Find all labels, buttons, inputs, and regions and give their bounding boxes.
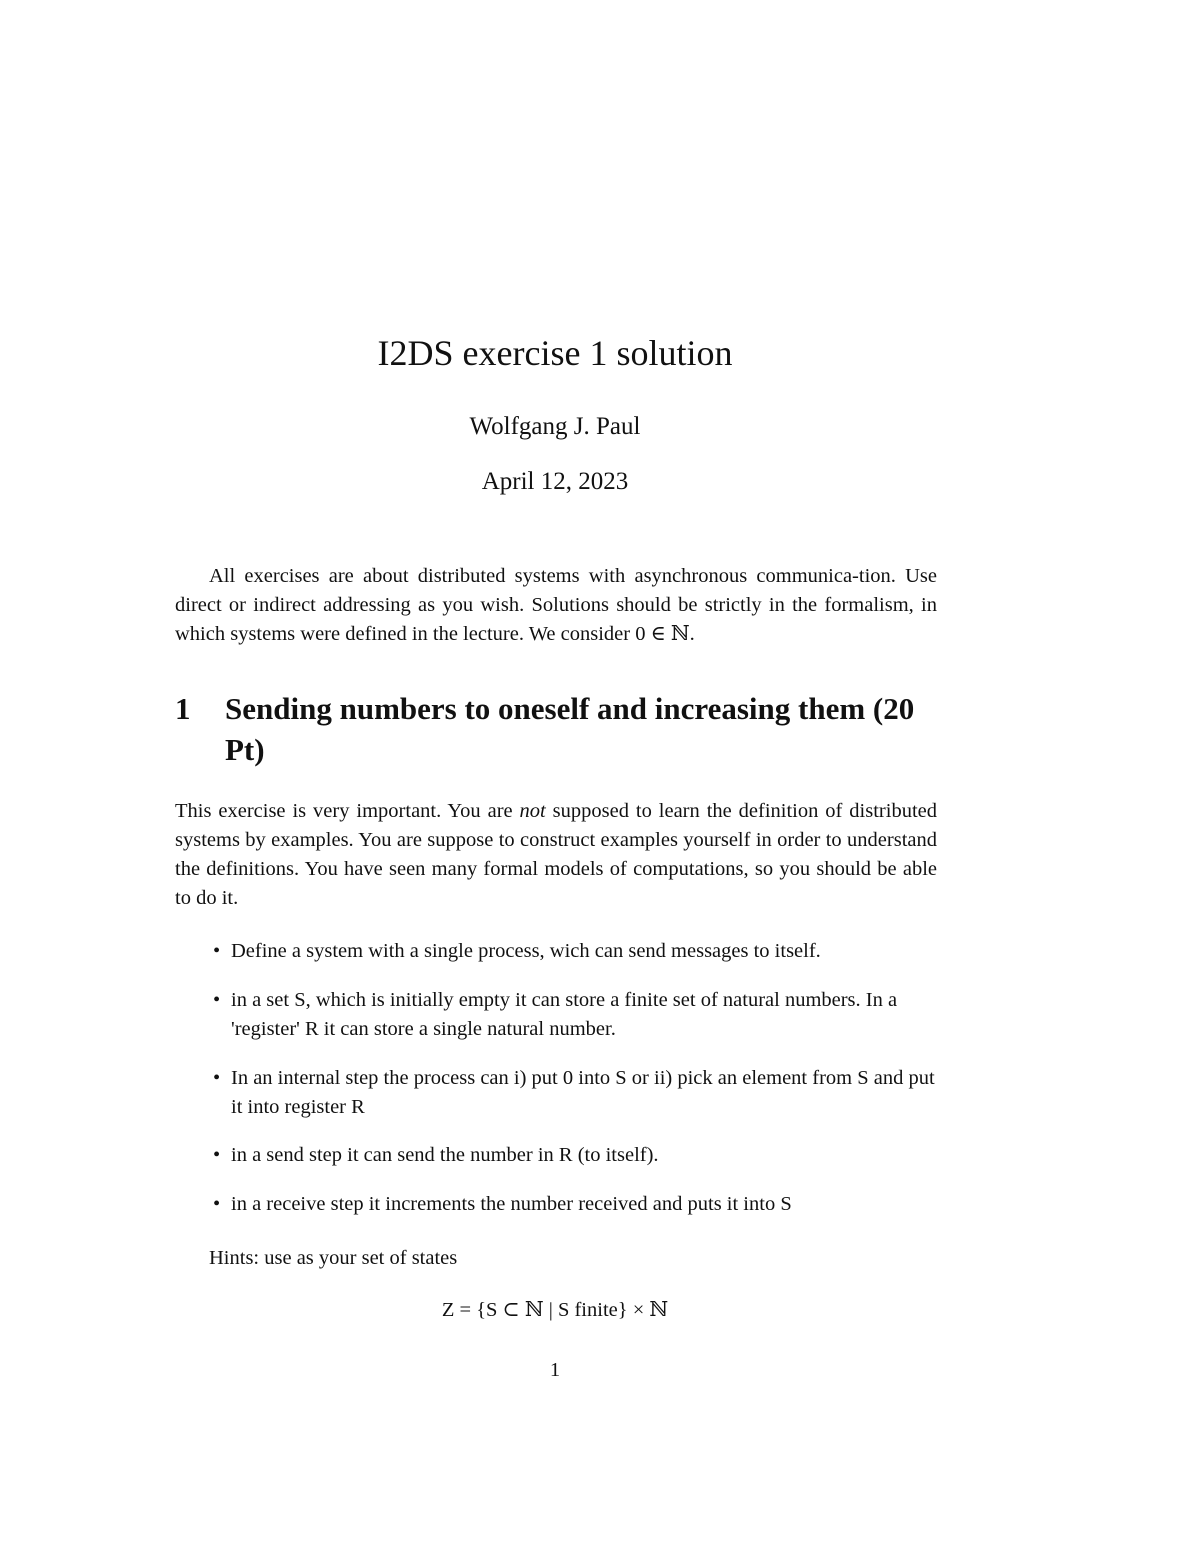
state-set-formula: Z = {S ⊂ ℕ | S finite} × ℕ [441, 1299, 669, 1321]
bullet-icon: • [213, 940, 221, 962]
list-item-text: in a set S, which is initially empty it can store a finite set of natural numbers. In a 'register' R it can store a single natural number. [231, 989, 898, 1040]
section-number: 1 [175, 691, 191, 726]
document-date: April 12, 2023 [481, 468, 629, 495]
hints-text: Hints: use as your set of states [209, 1247, 458, 1269]
paragraph-text-end: supposed to learn the definition of distributed systems by examples. You are suppose to construct examples yourself in order to understand the definitions. You have seen many formal models of computations, so you should be able to do it. [175, 800, 937, 909]
list-item-text: Define a system with a single process, wich can send messages to itself. [231, 940, 821, 962]
intro-paragraph: All exercises are about distributed systems with asynchronous communica-tion. Use direct or indirect addressing as you wish. Solutions should be strictly in the formalism, in which systems were defined in the lecture. We consider 0 ∈ ℕ. [175, 565, 937, 645]
bullet-icon: • [213, 1144, 221, 1166]
paragraph-text-start: This exercise is very important. You are [175, 800, 520, 822]
author-name: Wolfgang J. Paul [469, 413, 641, 440]
section-title: Sending numbers to oneself and increasing them (20 Pt) [225, 691, 915, 767]
bullet-icon: • [213, 1067, 221, 1089]
bullet-icon: • [213, 989, 221, 1011]
list-item-text: in a send step it can send the number in R (to itself). [231, 1144, 659, 1166]
list-item-text: in a receive step it increments the number received and puts it into S [231, 1193, 792, 1215]
list-item-text: In an internal step the process can i) put 0 into S or ii) pick an element from S and put it into register R [231, 1067, 935, 1118]
page-number: 1 [549, 1359, 561, 1381]
emphasis-text: not [519, 800, 546, 822]
section-body-paragraph [175, 797, 937, 913]
document-title: I2DS exercise 1 solution [377, 333, 733, 373]
bullet-icon: • [213, 1193, 221, 1215]
